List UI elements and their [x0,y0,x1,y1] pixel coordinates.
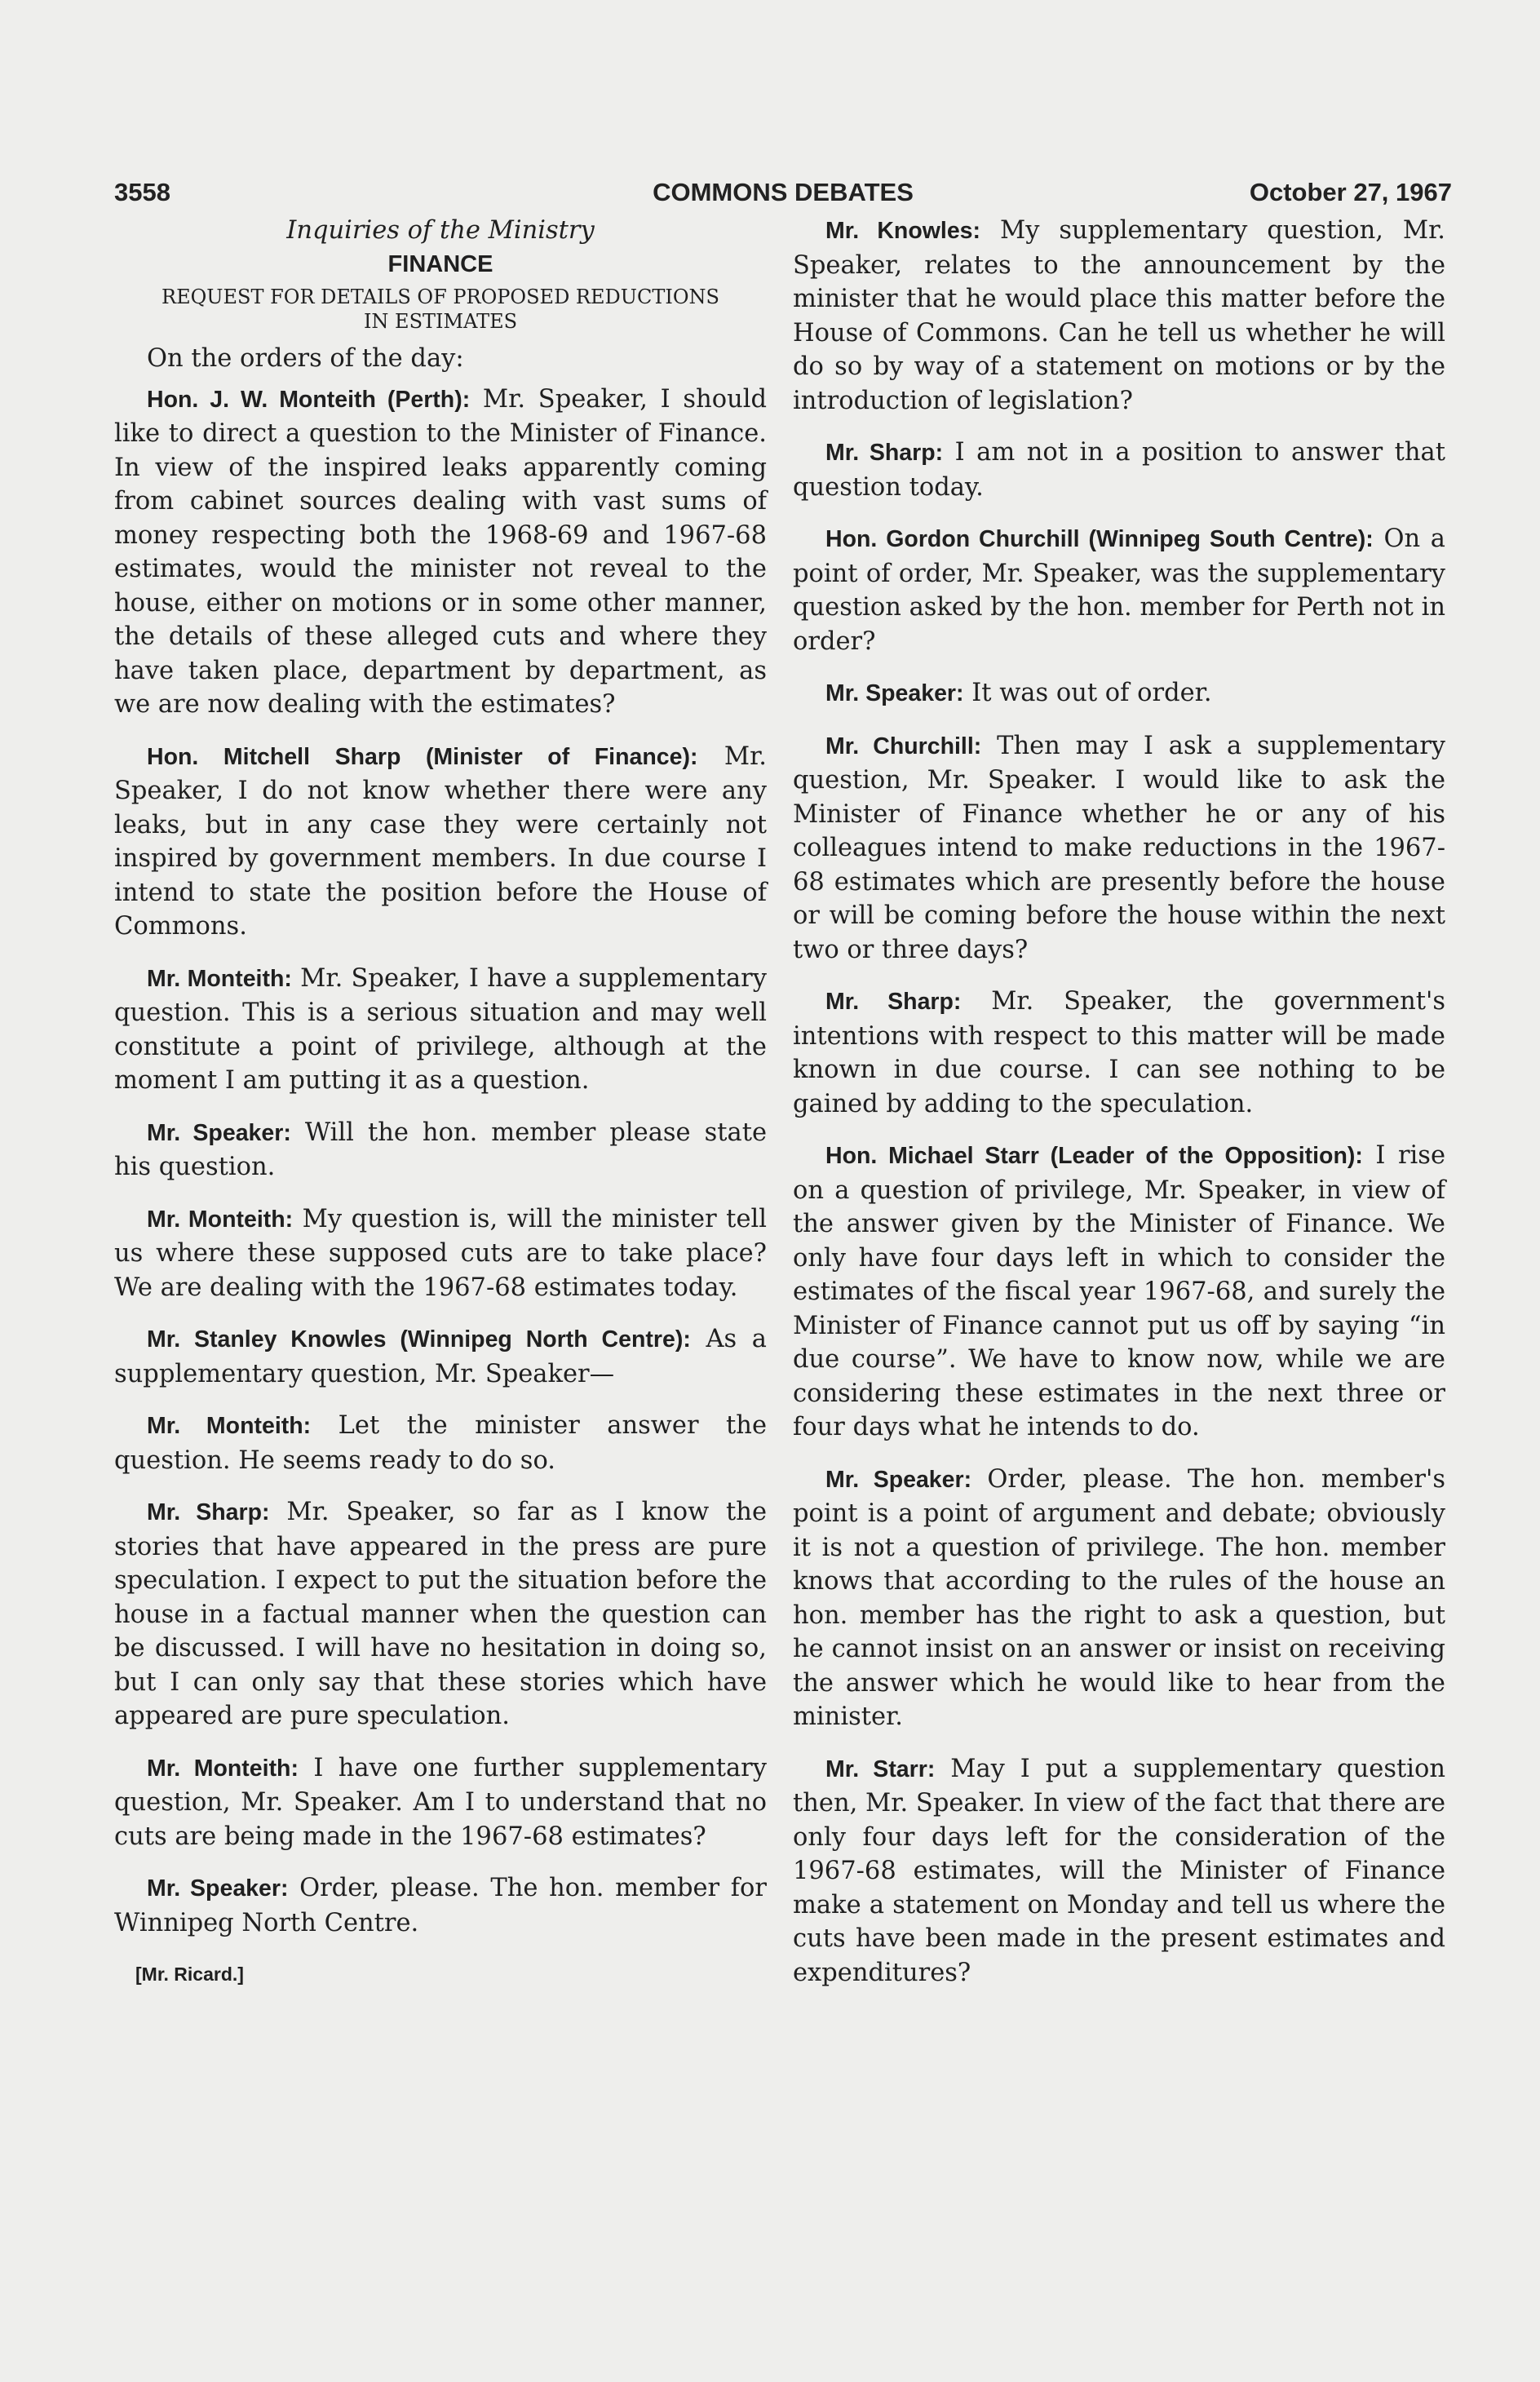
speech-paragraph [793,1139,1445,1445]
speech-text: I rise on a question of privilege, Mr. Speaker, in view of the answer given by the Minister of Finance. We only have four days left in which to consider the estimates of the fiscal year 1967-68, and surely the Minister of Finance cannot put us off by saying “in due course”. We have to know now, while we are considering these estimates in the next three or four days what he intends to do. [793,1141,1445,1441]
speech-paragraph [114,1116,767,1184]
speaker-name: Mr. Sharp: [825,989,962,1015]
speech-text: My question is, will the minister tell us where these supposed cuts are to take place? We are dealing with the 1967-68 estimates today. [114,1204,767,1302]
publication-date: October 27, 1967 [1249,178,1452,206]
speech-paragraph [793,1463,1445,1734]
speech-paragraph [793,1752,1445,1990]
speech-paragraph [793,522,1445,658]
speech-text: Will the hon. member please state his question. [114,1118,767,1181]
speech-text: Mr. Speaker, I should like to direct a question to the Minister of Finance. In view of the inspired leaks apparently coming from cabinet sources dealing with vast sums of money respecting both the 1968-69 and 1967-68 estimates, would the minister not reveal to the house, either on motions or in some other manner, the details of these alleged cuts and where they have taken place, department by department, as we are now dealing with the estimates? [114,384,767,719]
speech-paragraph [793,985,1445,1121]
speech-text: As a supplementary question, Mr. Speaker— [114,1325,767,1388]
speech-text: On a point of order, Mr. Speaker, was the supplementary question asked by the hon. member for Perth not in order? [793,525,1445,656]
speech-paragraph [114,962,767,1098]
speech-paragraph [793,436,1445,504]
speaker-name: Mr. Churchill: [825,733,982,759]
left-paragraphs [114,383,767,1941]
speech-text: I am not in a position to answer that question today. [793,438,1445,502]
speech-text: Mr. Speaker, the government's intentions with respect to this matter will be made known in due course. I can see nothing to be gained by adding to the speculation. [793,987,1446,1118]
speech-paragraph [793,729,1445,967]
right-paragraphs [793,214,1445,1990]
speech-paragraph [114,1495,767,1733]
speaker-name: Mr. Sharp: [147,1499,270,1525]
speaker-name: Mr. Monteith: [147,1413,312,1439]
speech-text: My supplementary question, Mr. Speaker, relates to the announcement by the minister that he would place this matter before the House of Commons. Can he tell us whether he will do so by way of a statement on motions or by the introduction of legislation? [793,216,1445,415]
speaker-name: Mr. Speaker: [825,680,964,706]
speech-text: Let the minister answer the question. He seems ready to do so. [114,1411,767,1475]
speaker-name: Mr. Speaker: [147,1119,291,1146]
speaker-name: Hon. Gordon Churchill (Winnipeg South Centre): [825,526,1374,552]
speaker-name: Mr. Speaker: [825,1466,972,1493]
speech-text: Order, please. The hon. member's point is a point of argument and debate; obviously it is not a question of privilege. The hon. member knows that according to the rules of the house an hon. member has the right to ask a question, but he cannot insist on an answer or insist on receiving the answer which he would like to hear from the minister. [793,1464,1445,1731]
speech-text: It was out of order. [963,679,1212,707]
speech-text: Then may I ask a supplementary question, Mr. Speaker. I would like to ask the Minister of Finance whether he or any of his colleagues intend to make reductions in the 1967-68 estimates which are presently before the house or will be coming before the house within the next two or three days? [793,731,1446,964]
speaker-name: Mr. Monteith: [147,1755,299,1782]
page-number: 3558 [114,178,170,206]
section-subtitle: REQUEST FOR DETAILS OF PROPOSED REDUCTIONS IN ESTIMATES [162,286,719,333]
speech-text: Order, please. The hon. member for Winnipeg North Centre. [114,1874,767,1937]
speech-paragraph [114,740,767,944]
speech-paragraph [793,214,1445,418]
speech-paragraph [114,1871,767,1940]
speech-text: Mr. Speaker, I do not know whether there were any leaks, but in any case they were certainly not inspired by government members. In due course I intend to state the position before the House of Commons. [114,742,767,941]
speech-paragraph [114,1751,767,1854]
speaker-name: Mr. Sharp: [825,440,944,466]
section-label: Inquiries of the Ministry [286,216,595,245]
speaker-name: Mr. Speaker: [147,1875,289,1902]
publication-title: COMMONS DEBATES [653,178,914,206]
speech-paragraph [793,676,1445,711]
speaker-name: Hon. Michael Starr (Leader of the Opposition): [825,1143,1363,1169]
speech-paragraph [114,1322,767,1391]
page-header [114,178,1452,214]
speech-text: Mr. Speaker, so far as I know the stories that have appeared in the press are pure speculation. I expect to put the situation before the house in a factual manner when the question can be discussed. I will have no hesitation in doing so, but I can only say that these stories which have appeared are pure speculation. [114,1498,767,1730]
speech-paragraph [114,1409,767,1477]
section-title: FINANCE [387,250,493,277]
left-column [114,214,767,1992]
speaker-name: Mr. Knowles: [825,218,981,244]
speaker-name: Hon. J. W. Monteith (Perth): [147,386,471,413]
speech-text: I have one further supplementary question, Mr. Speaker. Am I to understand that no cuts are being made in the 1967-68 estimates? [114,1753,767,1851]
speaker-name: Mr. Stanley Knowles (Winnipeg North Centre): [147,1326,691,1353]
orders-of-the-day: On the orders of the day: [147,344,464,373]
footer-reference: [Mr. Ricard.] [135,1964,244,1985]
right-column [793,214,1445,2008]
speech-text: Mr. Speaker, I have a supplementary question. This is a serious situation and may well constitute a point of privilege, although at the moment I am putting it as a question. [114,963,767,1095]
speaker-name: Hon. Mitchell Sharp (Minister of Finance): [147,743,698,770]
speaker-name: Mr. Monteith: [147,1206,294,1233]
speech-text: May I put a supplementary question then, Mr. Speaker. In view of the fact that there are only four days left for the consideration of the 1967-68 estimates, will the Minister of Finance make a statement on Monday and tell us where the cuts have been made in the present estimates and expenditures? [793,1754,1446,1987]
speaker-name: Mr. Monteith: [147,965,292,992]
speaker-name: Mr. Starr: [825,1756,936,1782]
speech-paragraph [114,1202,767,1305]
speech-paragraph [114,383,767,722]
